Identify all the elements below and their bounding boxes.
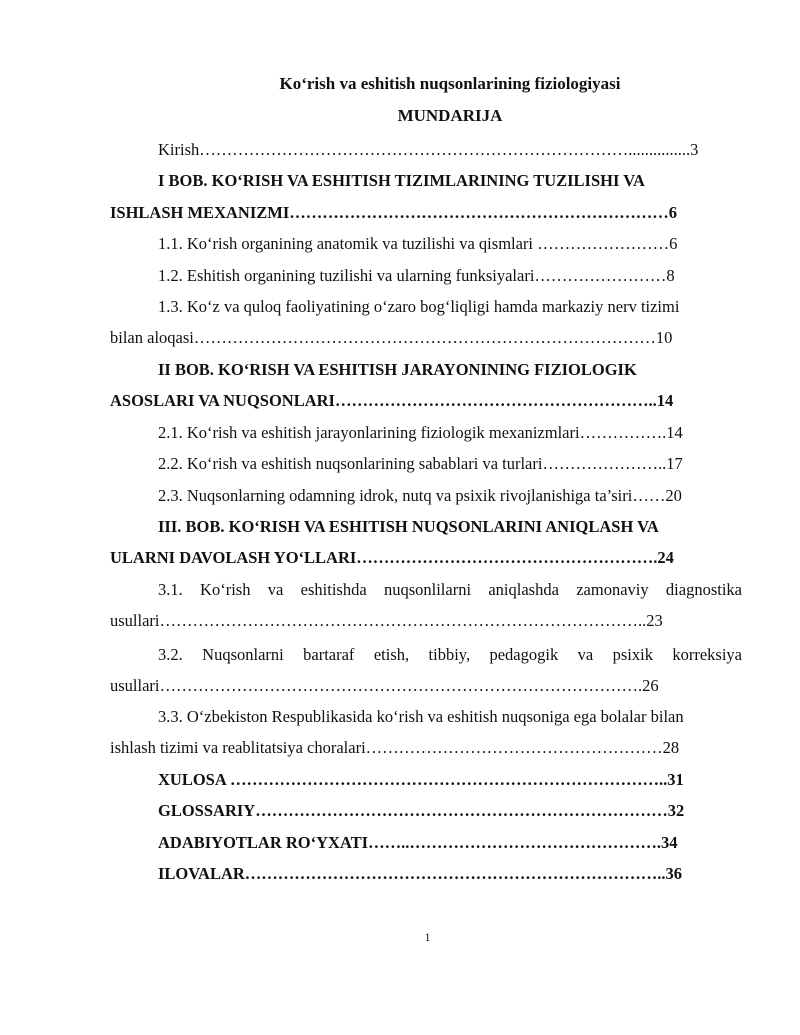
toc-chapter-3-line2: ULARNI DAVOLASH YO‘LLARI……………………………………………….24 bbox=[110, 548, 674, 567]
toc-entry-1-1: 1.1. Ko‘rish organining anatomik va tuzilishi va qismlari ……………………6 bbox=[158, 234, 678, 253]
page-number: 1 bbox=[424, 930, 431, 944]
toc-entry-1-3-line1: 1.3. Ko‘z va quloq faoliyatining o‘zaro bog‘liqligi hamda markaziy nerv tizimi bbox=[158, 297, 680, 316]
toc-entry-3-2-line1: 3.2. Nuqsonlarni bartaraf etish, tibbiy, pedagogik va psixik korreksiya bbox=[158, 645, 742, 664]
toc-chapter-1-line1: I BOB. KO‘RISH VA ESHITISH TIZIMLARINING TUZILISHI VA bbox=[158, 171, 645, 190]
toc-entry-1-3-line2: bilan aloqasi…………………………………………………………………………10 bbox=[110, 328, 673, 347]
toc-entry-1-2: 1.2. Eshitish organining tuzilishi va ularning funksiyalari……………………8 bbox=[158, 266, 675, 285]
toc-references: ADABIYOTLAR RO‘YXATI……..……………………………………….34 bbox=[158, 833, 678, 852]
toc-glossary: GLOSSARIY…………………………………………………………………32 bbox=[158, 801, 685, 820]
toc-heading: MUNDARIJA bbox=[397, 106, 503, 125]
toc-appendices: ILOVALAR…………………………………………………………………..36 bbox=[158, 864, 683, 883]
toc-conclusion: XULOSA ……………………………………………………………………..31 bbox=[158, 770, 684, 789]
toc-chapter-3-line1: III. BOB. KO‘RISH VA ESHITISH NUQSONLARINI ANIQLASH VA bbox=[158, 517, 659, 536]
toc-chapter-1-line2: ISHLASH MEXANIZMI……………………………………………………………6 bbox=[110, 203, 677, 222]
toc-entry-2-2: 2.2. Ko‘rish va eshitish nuqsonlarining sabablari va turlari…………………..17 bbox=[158, 454, 683, 473]
toc-entry-3-3-line1: 3.3. O‘zbekiston Respublikasida ko‘rish va eshitish nuqsoniga ega bolalar bilan bbox=[158, 707, 684, 726]
toc-entry-2-1: 2.1. Ko‘rish va eshitish jarayonlarining fiziologik mexanizmlari…………….14 bbox=[158, 423, 683, 442]
toc-entry-2-3: 2.3. Nuqsonlarning odamning idrok, nutq va psixik rivojlanishiga ta’siri……20 bbox=[158, 486, 682, 505]
document-title: Ko‘rish va eshitish nuqsonlarining fiziologiyasi bbox=[279, 74, 621, 93]
toc-chapter-2-line1: II BOB. KO‘RISH VA ESHITISH JARAYONINING FIZIOLOGIK bbox=[158, 360, 637, 379]
toc-entry-3-3-line2: ishlash tizimi va reablitatsiya choralari………………………………………………28 bbox=[110, 738, 680, 757]
toc-entry-intro: Kirish……………………………………………………………………...............3 bbox=[158, 140, 699, 159]
toc-entry-3-1-line1: 3.1. Ko‘rish va eshitishda nuqsonlilarni aniqlashda zamonaviy diagnostika bbox=[158, 580, 742, 599]
toc-chapter-2-line2: ASOSLARI VA NUQSONLARI…………………………………………………..14 bbox=[110, 391, 674, 410]
toc-entry-3-2-line2: usullari…………………………………………………………………………….26 bbox=[110, 676, 659, 695]
toc-entry-3-1-line2: usullari……………………………………………………………………………..23 bbox=[110, 611, 663, 630]
